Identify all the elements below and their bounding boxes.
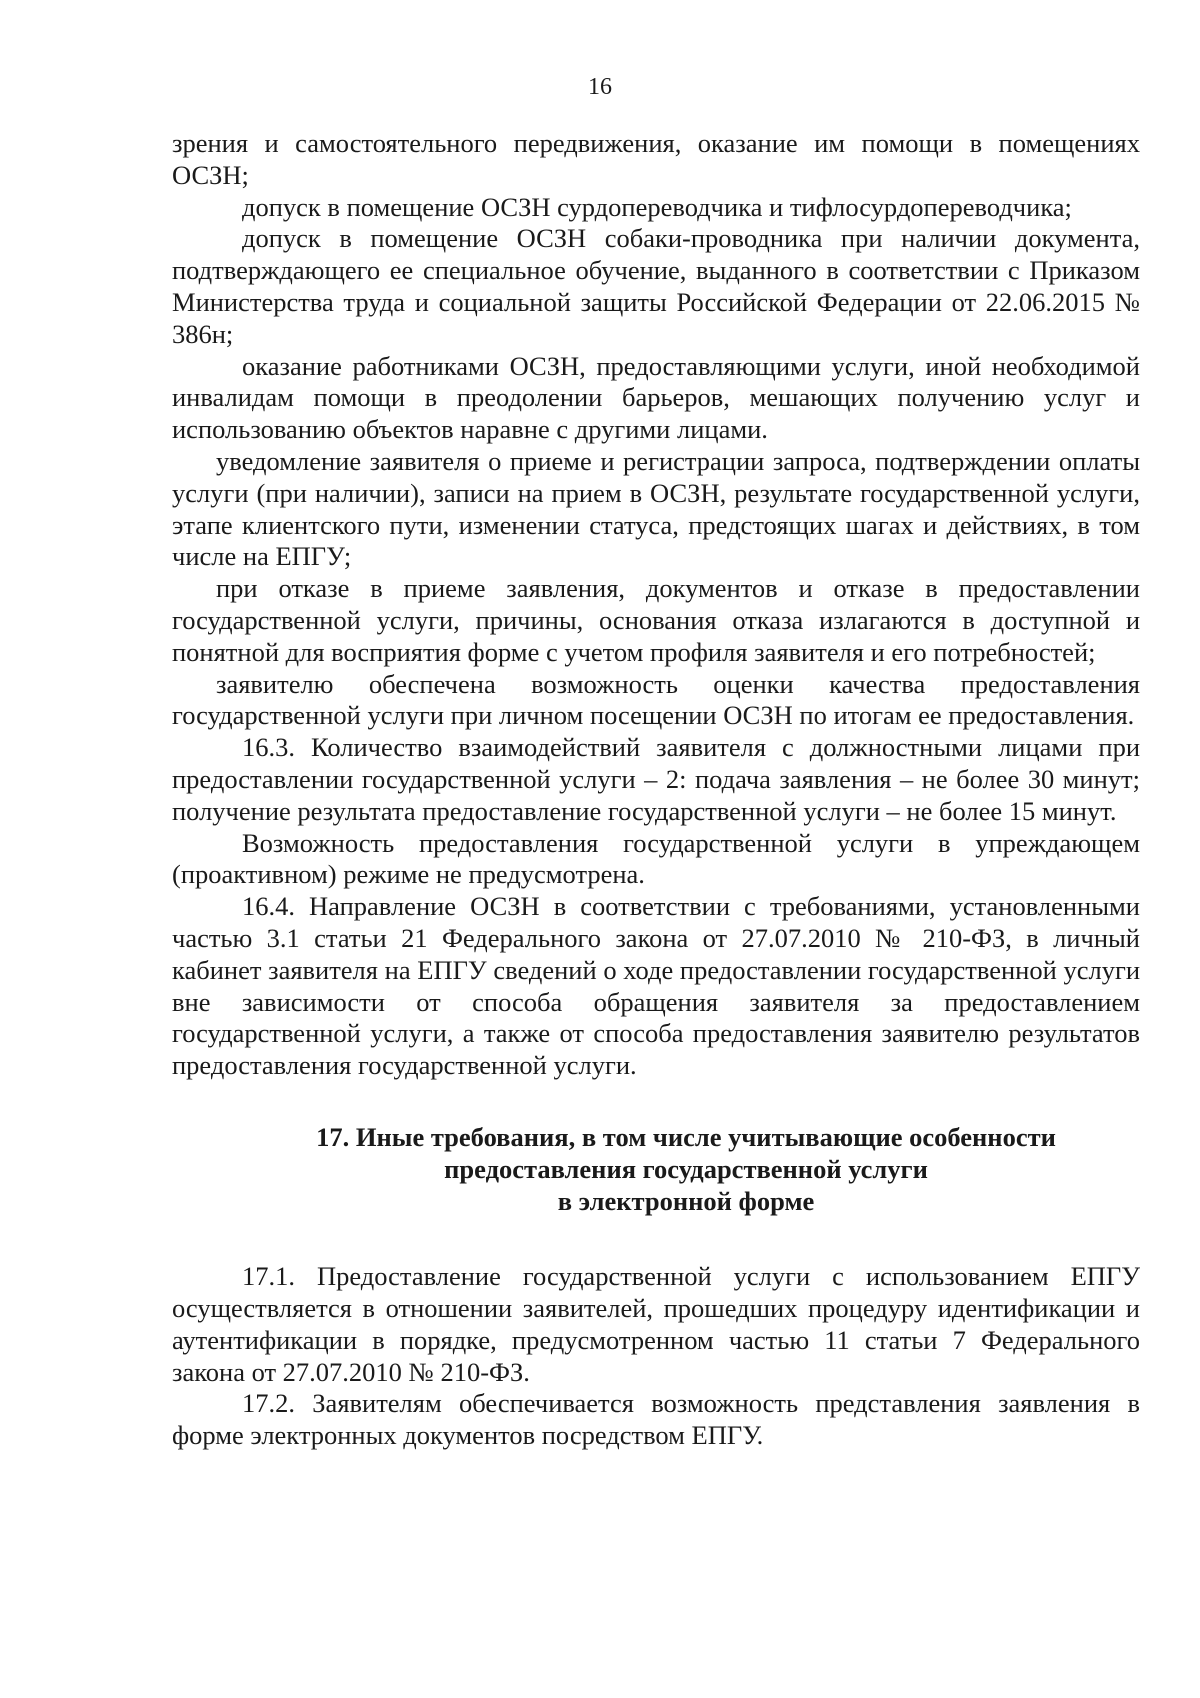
paragraph: оказание работниками ОСЗН, предоставляющими услуги, иной необходимой инвалидам помощи в преодолении барьеров, мешающих получению услуг и использованию объектов наравне с другими лицами. (172, 350, 1140, 445)
heading-line: в электронной форме (557, 1185, 815, 1216)
paragraph: 16.3. Количество взаимодействий заявителя с должностными лицами при предоставлении государственной услуги – 2: подача заявления – не более 30 минут; получение результата предоставление государственной услуги – не более 15 минут. (172, 732, 1140, 826)
paragraph: уведомление заявителя о приеме и регистрации запроса, подтверждении оплаты услуги (при наличии), записи на прием в ОСЗН, результате государственной услуги, этапе клиентского пути, изменении статуса, предстоящих шагах и действиях, в том числе на ЕПГУ; (172, 445, 1140, 572)
paragraph: при отказе в приеме заявления, документов и отказе в предоставлении государственной услуги, причины, основания отказа излагаются в доступной и понятной для восприятия форме с учетом профиля заявителя и его потребностей; (172, 573, 1140, 667)
document-body (172, 128, 1140, 1452)
paragraph: 17.2. Заявителям обеспечивается возможность представления заявления в форме электронных документов посредством ЕПГУ. (172, 1388, 1140, 1451)
section-17-heading (172, 1122, 1140, 1217)
page-number: 16 (588, 74, 612, 100)
paragraph: допуск в помещение ОСЗН собаки-проводника при наличии документа, подтверждающего ее специальное обучение, выданного в соответствии с Приказом Министерства труда и социальной защиты Российской Федерации от 22.06.2015 № 386н; (172, 223, 1140, 349)
paragraph: Возможность предоставления государственной услуги в упреждающем (проактивном) режиме не предусмотрена. (172, 827, 1140, 890)
heading-line: 17. Иные требования, в том числе учитывающие особенности (316, 1121, 1056, 1152)
paragraph: заявителю обеспечена возможность оценки качества предоставления государственной услуги при личном посещении ОСЗН по итогам ее предоставления. (172, 668, 1140, 731)
section-17-text (172, 1261, 1140, 1452)
paragraph: зрения и самостоятельного передвижения, оказание им помощи в помещениях ОСЗН; (172, 128, 1140, 190)
paragraph: 16.4. Направление ОСЗН в соответствии с требованиями, установленными частью 3.1 статьи 21 Федерального закона от 27.07.2010 № 210-ФЗ, в личный кабинет заявителя на ЕПГУ сведений о ходе предоставлении государственной услуги вне зависимости от способа обращения заявителя за предоставлением государственной услуги, а также от способа предоставления заявителю результатов предоставления государственной услуги. (172, 891, 1140, 1081)
section-16-text (172, 128, 1140, 1082)
paragraph: допуск в помещение ОСЗН сурдопереводчика и тифлосурдопереводчика; (242, 191, 1072, 222)
heading-line: предоставления государственной услуги (444, 1153, 928, 1184)
paragraph: 17.1. Предоставление государственной услуги с использованием ЕПГУ осуществляется в отношении заявителей, прошедших процедуру идентификации и аутентификации в порядке, предусмотренном частью 11 статьи 7 Федерального закона от 27.07.2010 № 210-ФЗ. (172, 1261, 1140, 1387)
